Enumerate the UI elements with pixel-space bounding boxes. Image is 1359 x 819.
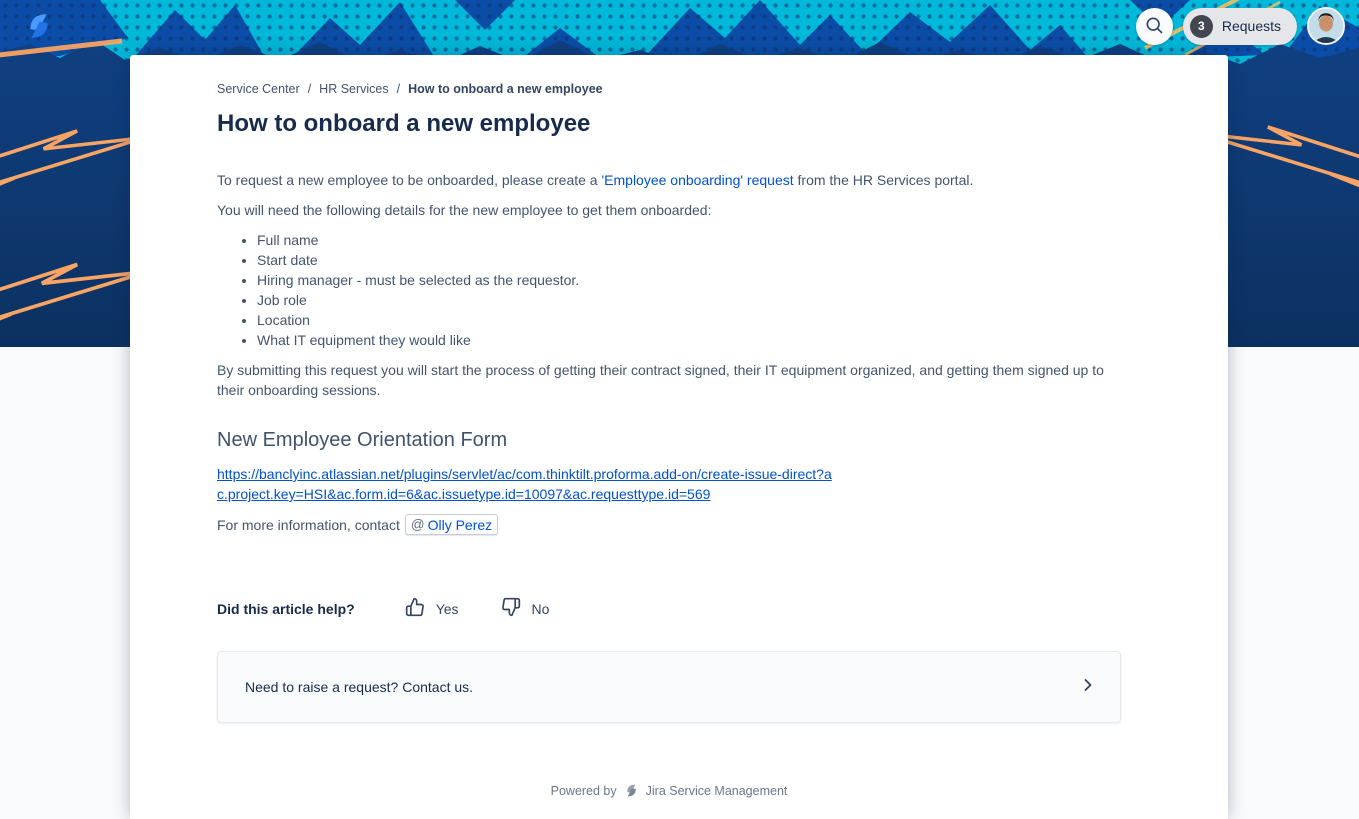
orientation-form-url-link[interactable]: https://banclyinc.atlassian.net/plugins/servlet/ac/com.thinktilt.proforma.add-on/create-issue-direct?ac.project.key=HSI&ac.form.id=6&ac.issuetype.id=10097&ac.requesttype.id=569 [217,466,832,502]
chevron-right-icon [1078,675,1098,700]
intro-paragraph [217,170,1121,190]
raise-request-card[interactable] [217,651,1121,723]
list-item: • Hiring manager - must be selected as the requestor. [257,270,1077,290]
contact-text: For more information, contact [217,516,400,533]
list-item: • Full name [257,230,1077,250]
thumbs-down-icon [501,597,521,620]
jsm-bolt-icon [624,783,639,798]
header-controls [1136,7,1345,45]
intro-text-after: from the HR Services portal. [793,172,974,188]
article-feedback [217,597,1121,620]
list-item: • What IT equipment they would like [257,330,1077,350]
breadcrumb-separator: / [396,82,401,96]
feedback-no-label: No [531,600,550,617]
product-name-text: Jira Service Management [645,783,788,798]
page-title: How to onboard a new employee [217,110,591,137]
search-button[interactable] [1136,8,1173,45]
requests-count-badge: 3 [1190,15,1213,38]
feedback-no-button[interactable] [501,597,550,620]
service-center-logo-icon[interactable] [24,11,54,41]
breadcrumb-current: How to onboard a new employee [408,82,603,96]
user-mention[interactable] [405,514,498,535]
powered-by-text: Powered by [550,783,617,798]
top-header [0,0,1359,52]
mention-name: Olly Perez [427,516,493,533]
breadcrumb-hr-services[interactable]: HR Services [319,82,389,96]
requests-label: Requests [1221,18,1281,34]
requests-button[interactable] [1183,8,1297,45]
breadcrumb-service-center[interactable]: Service Center [217,82,300,96]
submit-note: By submitting this request you will start the process of getting their contract signed, their IT equipment organized, and getting them signed up to their onboarding sessions. [217,362,1104,398]
feedback-question: Did this article help? [217,600,355,617]
thumbs-up-icon [405,597,425,620]
raise-request-text: Need to raise a request? Contact us. [245,679,474,695]
breadcrumb [217,82,1121,96]
list-item: • Job role [257,290,1077,310]
list-item: • Start date [257,250,1077,270]
mention-at-icon: @ [410,516,425,532]
intro-text: To request a new employee to be onboarded, please create a [217,172,602,188]
feedback-yes-button[interactable] [405,597,459,620]
user-avatar[interactable] [1307,7,1345,45]
article-card [130,55,1228,819]
breadcrumb-separator: / [307,82,312,96]
feedback-yes-label: Yes [435,600,459,617]
section-heading: New Employee Orientation Form [217,429,508,451]
employee-onboarding-request-link[interactable]: 'Employee onboarding' request [601,172,794,188]
contact-line [217,514,1121,535]
details-list [217,230,1077,350]
powered-by-footer [217,783,1121,798]
list-item: • Location [257,310,1077,330]
search-icon [1144,15,1164,38]
details-intro: You will need the following details for the new employee to get them onboarded: [217,202,712,218]
